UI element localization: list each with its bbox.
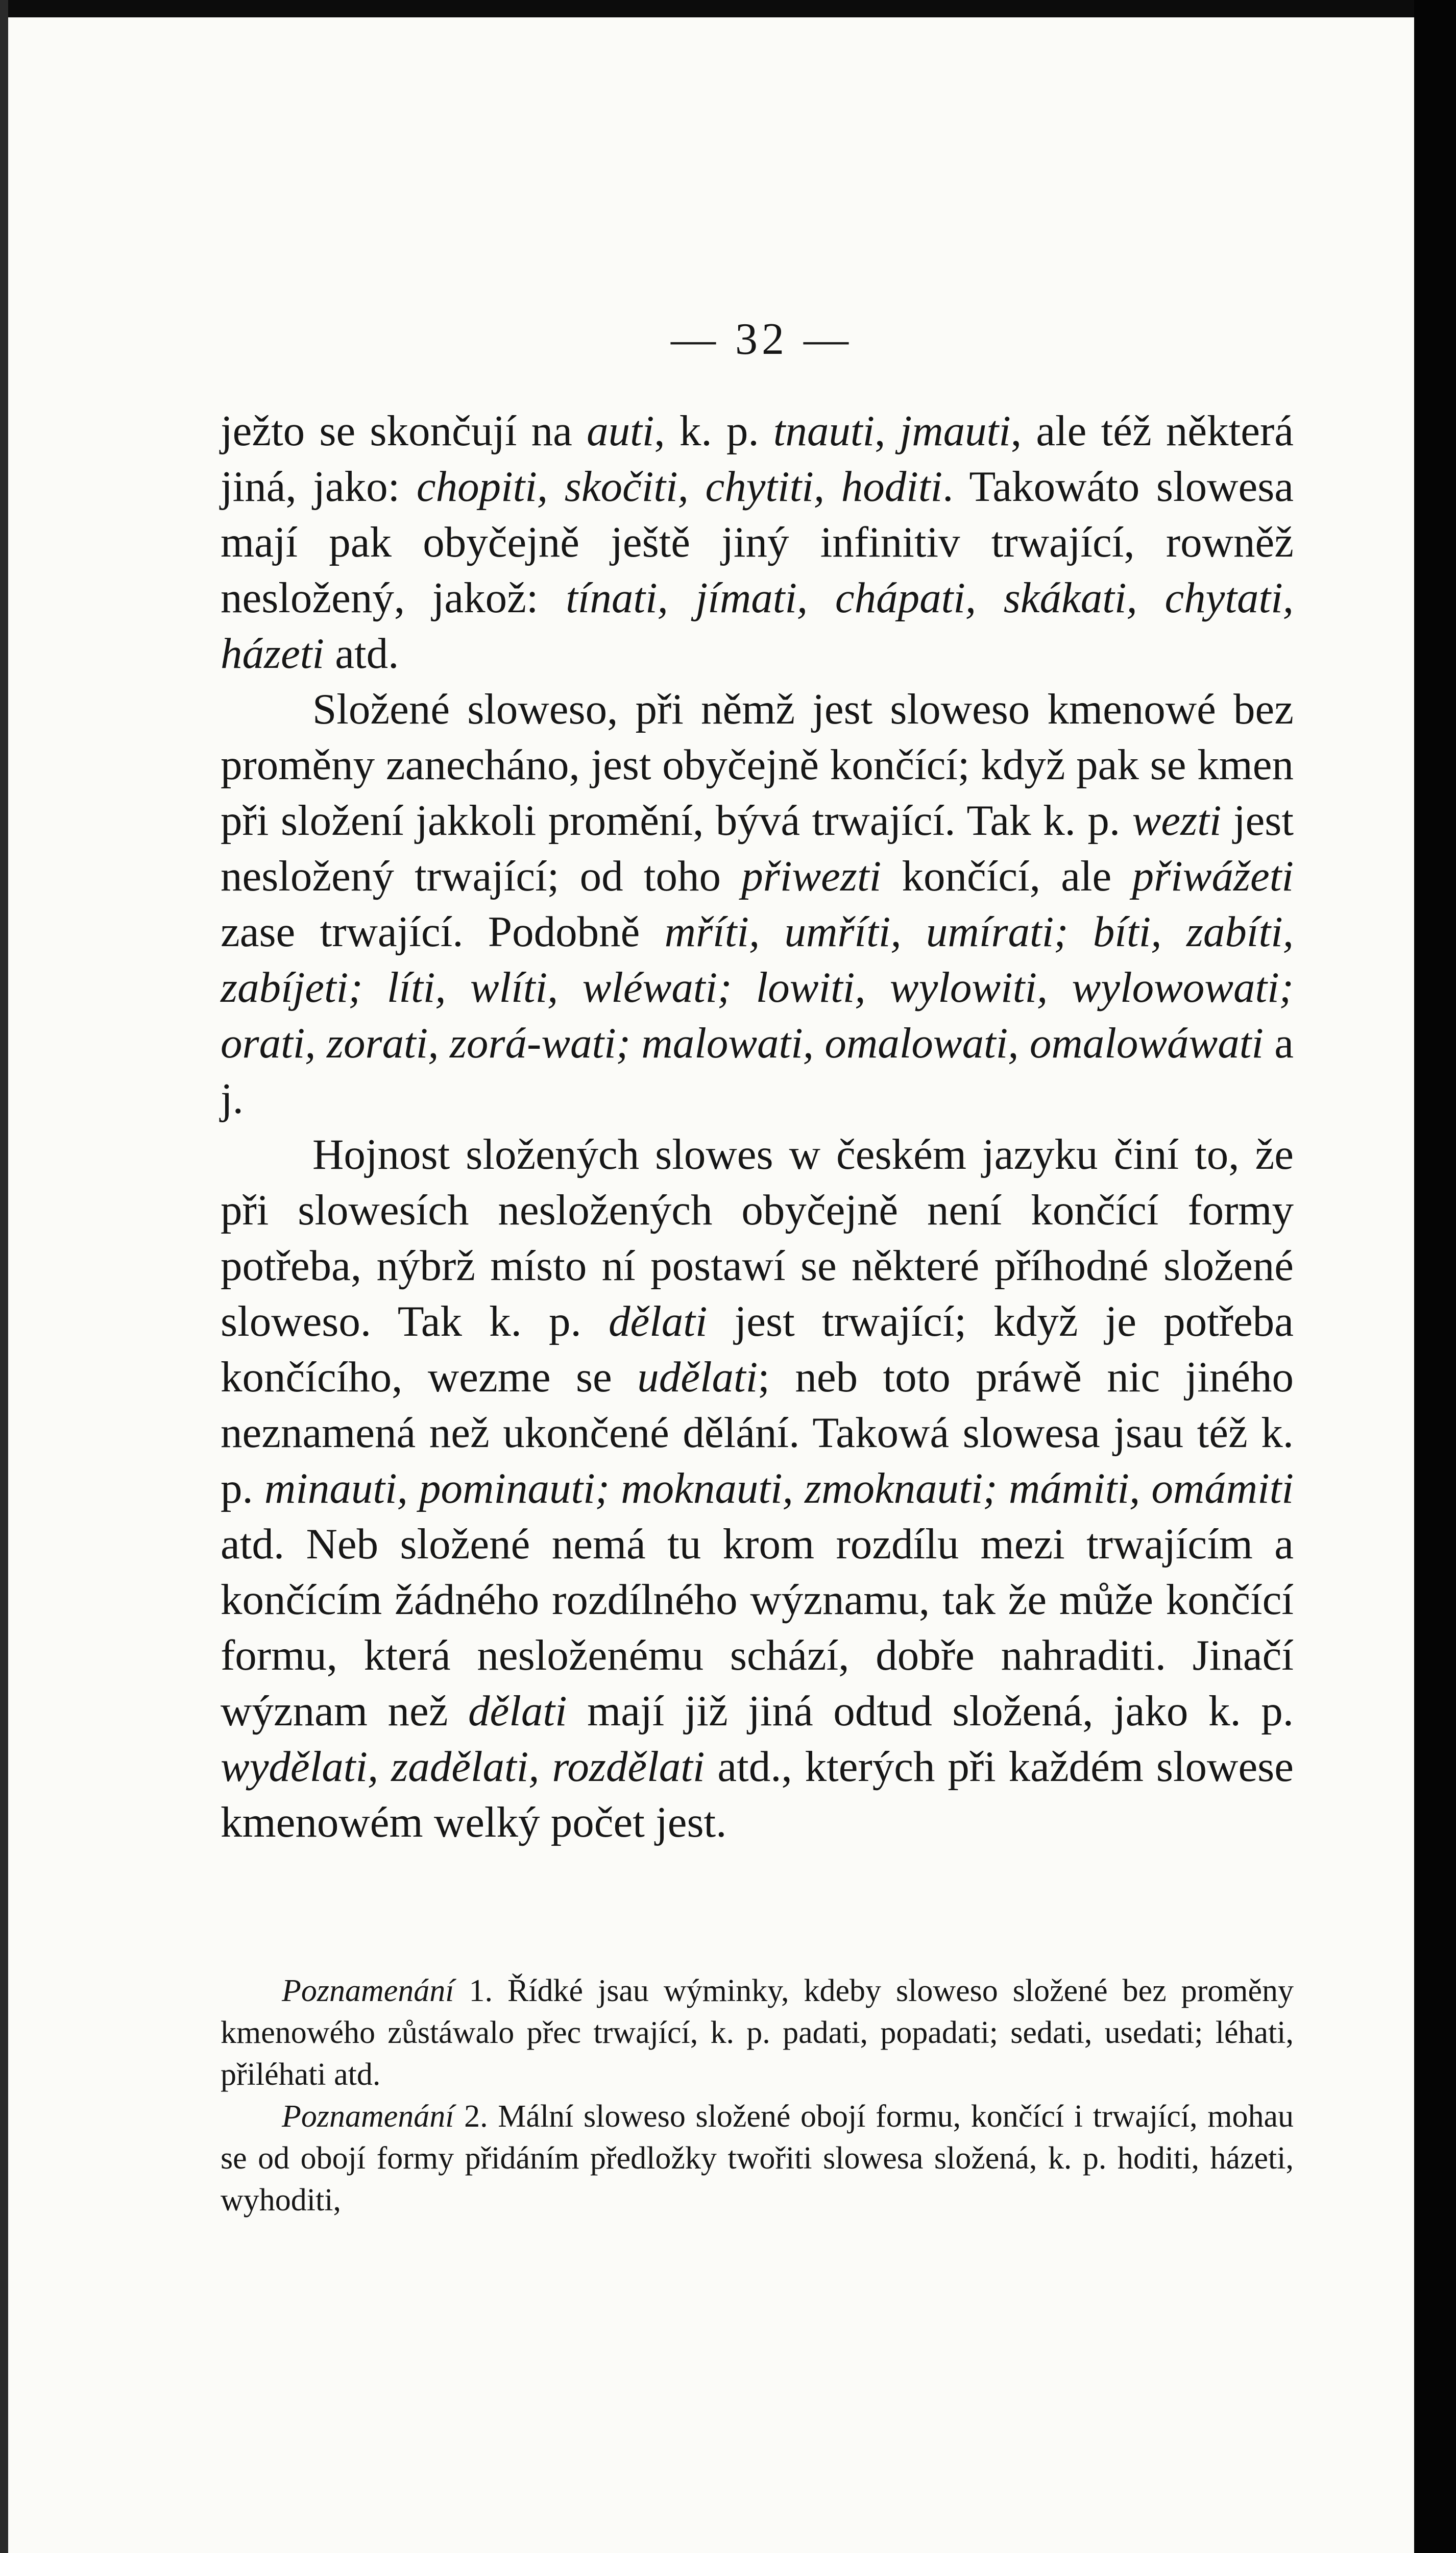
text-run: 1. Řídké jsau wýminky, kdeby sloweso složené bez proměny kmenowého zůstáwalo přec trwající, k. p. padati, popadati; sedati, usedati; léhati, přiléhati atd.	[221, 1973, 1294, 2092]
text-run: ,	[875, 407, 900, 455]
text-run: atd.	[324, 630, 399, 678]
italic-text: mříti, umříti, umírati; bíti, zabíti, zabíjeti; líti, wlíti, wléwati; lowiti, wylowiti, wylowowati; orati, zorati, zorá-wati; malowati, omalowati, omalowáwati	[221, 908, 1294, 1067]
footnotes	[221, 1970, 1294, 2221]
italic-text: dělati	[608, 1297, 708, 1345]
italic-text: tnauti	[773, 407, 875, 455]
text-run: atd. Neb složené nemá tu krom rozdílu mezi trwajícím a končícím žádného rozdílného wýznamu, tak že může končící formu, která nesloženému schází, dobře nahraditi. Jinačí wýznam než	[221, 1520, 1294, 1735]
italic-text: tínati, jímati, chápati, skákati, chytati, házeti	[221, 574, 1294, 678]
scan-border-left	[0, 0, 8, 2553]
text-run: , k. p.	[654, 407, 773, 455]
italic-text: dělati	[468, 1687, 567, 1735]
italic-text: přiwážeti	[1132, 852, 1294, 900]
footnote	[221, 1970, 1294, 2096]
body-text	[221, 403, 1294, 1850]
text-run: , ale též některá jiná, jako:	[221, 407, 1294, 511]
text-run: . Takowáto slowesa mají pak obyčejně ještě jiný infinitiv trwající, rowněž nesložený, jakož:	[221, 463, 1294, 622]
italic-text: auti	[587, 407, 654, 455]
footnote	[221, 2096, 1294, 2221]
page-number: — 32 —	[671, 315, 853, 364]
italic-text: minauti, pominauti; moknauti, zmoknauti; mámiti, omámiti	[264, 1464, 1294, 1512]
text-run: a j.	[221, 1019, 1294, 1123]
text-run: atd., kterých při každém slowese kmenowém welký počet jest.	[221, 1743, 1294, 1846]
text-run: mají již jiná odtud složená, jako k. p.	[567, 1687, 1294, 1735]
scan-border-right	[1414, 0, 1456, 2553]
italic-text: udělati	[637, 1353, 758, 1401]
italic-text: Poznamenání	[282, 2099, 454, 2134]
italic-text: chopiti, skočiti, chytiti, hoditi	[416, 463, 943, 511]
text-run: ; neb toto práwě nic jiného neznamená než ukončené dělání. Takowá slowesa jsau též k. p.	[221, 1353, 1294, 1512]
text-run: 2. Mální sloweso složené obojí formu, končící i trwající, mohau se od obojí formy přidáním předložky twořiti slowesa složená, k. p. hoditi, házeti, wyhoditi,	[221, 2099, 1294, 2218]
italic-text: Poznamenání	[282, 1973, 454, 2008]
italic-text: wydělati, zadělati, rozdělati	[221, 1743, 705, 1791]
italic-text: přiwezti	[741, 852, 882, 900]
text-run: končící, ale	[881, 852, 1132, 900]
italic-text: wezti	[1132, 797, 1222, 845]
paragraph	[221, 1127, 1294, 1850]
italic-text: jmauti	[900, 407, 1011, 455]
text-run: jest trwající; když je potřeba končícího, wezme se	[221, 1297, 1294, 1401]
text-run: Složené sloweso, při němž jest sloweso kmenowé bez proměny zanecháno, jest obyčejně končící; když pak se kmen při složení jakkoli promění, bývá trwající. Tak k. p.	[221, 685, 1294, 845]
paragraph	[221, 403, 1294, 682]
scan-border-top	[0, 0, 1456, 17]
text-run: jest nesložený trwající; od toho	[221, 797, 1294, 900]
paragraph	[221, 682, 1294, 1127]
text-run: Hojnost složených slowes w českém jazyku činí to, že při slowesích nesložených obyčejně není končící formy potřeba, nýbrž místo ní postawí se některé příhodné složené sloweso. Tak k. p.	[221, 1130, 1294, 1345]
text-run: zase trwající. Podobně	[221, 908, 665, 956]
text-run: ježto se skončují na	[221, 407, 587, 455]
